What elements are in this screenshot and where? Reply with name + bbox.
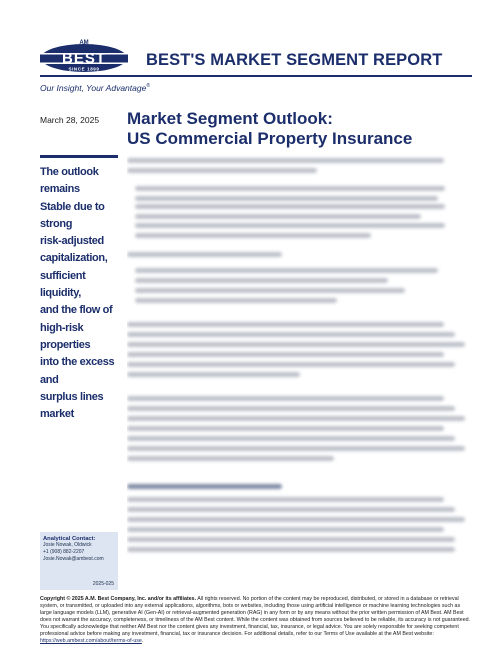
blurred-text-line — [127, 396, 444, 401]
am-best-logo — [40, 36, 128, 76]
tagline-text: Our Insight, Your Advantage — [40, 83, 147, 93]
terms-of-use-link[interactable]: https://web.ambest.com/about/terms-of-use — [40, 638, 142, 644]
contact-phone: +1 (908) 882-2207 — [43, 549, 85, 555]
callout-line: into the excess and — [40, 356, 115, 386]
blurred-text-line — [127, 547, 455, 552]
blurred-text-line — [127, 426, 444, 431]
contact-email[interactable]: Josie.Nowak@ambest.com — [43, 556, 104, 562]
callout-line: surplus lines market — [40, 390, 104, 421]
blurred-text-line — [135, 298, 337, 303]
blurred-text-line — [127, 158, 444, 163]
callout-line: risk-adjusted — [40, 235, 104, 248]
report-code: 2025-025 — [92, 581, 114, 587]
analytical-contact-box — [40, 532, 118, 590]
blurred-text-line — [135, 223, 445, 228]
blurred-text-line — [135, 288, 405, 293]
blurred-text-line — [127, 332, 455, 337]
tagline — [40, 83, 150, 93]
blurred-text-line — [127, 168, 317, 173]
blurred-text-line — [127, 436, 455, 441]
logo-am-text: AM — [79, 40, 89, 46]
copyright-notice — [40, 596, 472, 645]
callout-line: and the flow of — [40, 304, 113, 317]
blurred-text-line — [135, 268, 438, 273]
blurred-text-line — [127, 406, 455, 411]
callout-line: sufficient liquidity, — [40, 269, 86, 300]
copyright-text: All rights reserved. No portion of the content may be reproduced, distributed, or stored in a database or retrieval system, or transmitted, or uploaded into any external applications, algorithms, bots or websites, including those using artificial intelligence or machine learning technologies such as large language models (LLM), generative AI (Gen-AI) or retrieval-augmented generation (RAG) in any form or by any means without the prior written permission of AM Best. AM Best does not warrant the accuracy, completeness, or timeliness of the AM Best content. While the content was obtained from sources believed to be reliable, its accuracy is not guaranteed. You specifically acknowledge that neither AM Best nor the content gives any investment, financial, tax, insurance, or legal advice. You are solely responsible for seeking competent professional advice before making any investment, financial, tax or insurance decision. For additional details, refer to our Terms of Use available at the AM Best website: — [40, 596, 471, 637]
blurred-text-line — [127, 362, 455, 367]
blurred-text-line — [127, 416, 465, 421]
report-header — [0, 0, 500, 96]
report-type-title: BEST'S MARKET SEGMENT REPORT — [146, 51, 443, 69]
blurred-text-line — [127, 537, 455, 542]
blurred-text-line — [135, 196, 438, 201]
blurred-text-line — [135, 278, 388, 283]
blurred-text-line — [127, 484, 282, 489]
blurred-text-line — [127, 342, 465, 347]
copyright-end: . — [141, 638, 144, 644]
blurred-text-line — [127, 517, 465, 522]
report-date: March 28, 2025 — [40, 115, 100, 125]
contact-name: Josie Nowak, Oldwick — [43, 542, 92, 548]
callout-line: capitalization, — [40, 252, 108, 265]
callout-line: high-risk properties — [40, 321, 91, 351]
logo-since-text: SINCE 1899 — [68, 66, 100, 72]
contact-title: Analytical Contact: — [43, 536, 96, 542]
blurred-text-line — [127, 507, 455, 512]
page-title — [127, 109, 472, 149]
blurred-text-line — [127, 252, 282, 257]
logo-brand-text: BEST — [61, 50, 107, 67]
header-divider — [40, 75, 472, 77]
copyright-bold: Copyright © 2025 A.M. Best Company, Inc. and/or its affiliates. — [40, 596, 197, 602]
blurred-body-text — [127, 152, 472, 585]
blurred-text-line — [127, 456, 334, 461]
blurred-text-line — [127, 352, 444, 357]
blurred-text-line — [135, 186, 445, 191]
callout-line: Stable due to strong — [40, 200, 105, 230]
blurred-text-line — [127, 446, 465, 451]
registered-mark: ® — [146, 83, 151, 90]
title-line-2: US Commercial Property Insurance — [127, 129, 413, 148]
blurred-text-line — [127, 527, 444, 532]
blurred-text-line — [127, 372, 300, 377]
blurred-text-line — [135, 233, 371, 238]
blurred-text-line — [127, 497, 444, 502]
blurred-text-line — [135, 214, 421, 219]
callout-line: The outlook remains — [40, 166, 99, 196]
blurred-text-line — [135, 204, 445, 209]
title-line-1: Market Segment Outlook: — [127, 109, 333, 128]
blurred-text-line — [127, 322, 444, 327]
outlook-callout — [40, 155, 118, 423]
